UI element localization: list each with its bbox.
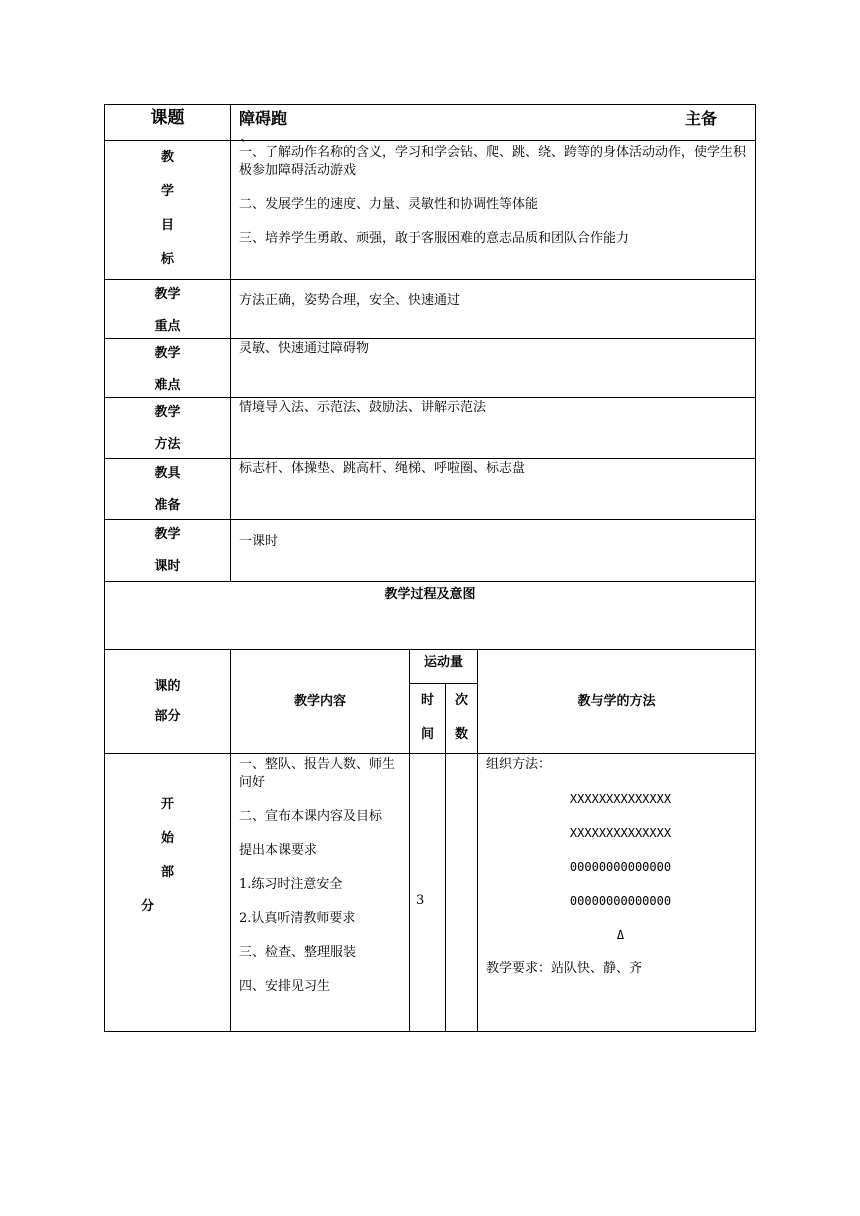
- periods-value: 一课时: [231, 520, 756, 582]
- content-item: 一、整队、报告人数、师生问好: [239, 757, 396, 790]
- objective-item: 二、发展学生的速度、力量、灵敏性和协调性等体能: [239, 197, 539, 212]
- objective-item: 一、了解动作名称的含义，学习和学会钻、爬、跳、绕、跨等的身体活动动作，使学生积极参加障碍活动游戏: [239, 145, 747, 178]
- objectives-label: [105, 141, 231, 280]
- preparer-label: 主备: [685, 109, 718, 128]
- formation-line: 00000000000000: [569, 894, 672, 908]
- equipment-value: 标志杆、体操垫、跳高杆、绳梯、呼啦圈、标志盘: [231, 459, 756, 520]
- content-item: 提出本课要求: [239, 843, 318, 858]
- difficulty-row: [105, 339, 756, 398]
- method-value: 情境导入法、示范法、鼓励法、讲解示范法: [231, 398, 756, 459]
- title-row: [105, 105, 756, 141]
- count-header: 次 数: [446, 684, 478, 754]
- lesson-plan-table: [104, 104, 756, 1032]
- content-header: 教学内容: [231, 650, 410, 754]
- formation-line: XXXXXXXXXXXXXX: [569, 792, 672, 806]
- objective-item: 三、培养学生勇敢、顽强，敢于客服困难的意志品质和团队合作能力: [239, 231, 630, 246]
- content-item: 四、安排见习生: [239, 979, 331, 994]
- objectives-label-char: 学: [160, 184, 174, 199]
- difficulty-value: 灵敏、快速通过障碍物: [231, 339, 756, 398]
- objectives-row: [105, 141, 756, 280]
- teacher-marker: Δ: [616, 928, 625, 942]
- key-points-row: [105, 280, 756, 339]
- start-time: 3: [410, 754, 446, 1032]
- start-content: [231, 754, 410, 1032]
- start-method: [478, 754, 756, 1032]
- formation-line: XXXXXXXXXXXXXX: [569, 826, 672, 840]
- formation-line: 00000000000000: [569, 860, 672, 874]
- objectives-label-char: 教: [160, 150, 174, 165]
- title-label: 课题: [105, 105, 231, 141]
- objectives-content: [231, 141, 756, 280]
- content-item: 1.练习时注意安全: [239, 877, 343, 892]
- title-cell: [231, 105, 756, 144]
- org-label: 组织方法：: [486, 757, 552, 772]
- process-title-row: [105, 582, 756, 650]
- time-header: 时 间: [410, 684, 446, 754]
- equipment-label: 教具 准备: [105, 459, 231, 520]
- start-part-label: 开 始 部 分: [105, 754, 231, 1032]
- method-row: [105, 398, 756, 459]
- formation-diagram: [486, 790, 755, 944]
- content-item: 2.认真听清教师要求: [239, 911, 356, 926]
- periods-row: [105, 520, 756, 582]
- method-label: 教学 方法: [105, 398, 231, 459]
- load-header: 运动量: [410, 650, 478, 684]
- objectives-label-char: 目: [160, 218, 174, 233]
- start-count: [446, 754, 478, 1032]
- periods-label: 教学 课时: [105, 520, 231, 582]
- key-points-label: 教学 重点: [105, 280, 231, 339]
- key-points-value: 方法正确，姿势合理，安全、快速通过: [231, 280, 756, 339]
- part-header: 课的 部分: [105, 650, 231, 754]
- process-title: 教学过程及意图: [105, 582, 756, 650]
- teaching-requirement: 教学要求：站队快、静、齐: [486, 961, 643, 976]
- difficulty-label: 教学 难点: [105, 339, 231, 398]
- start-section-row: [105, 754, 756, 1032]
- process-header-row: [105, 650, 756, 684]
- equipment-row: [105, 459, 756, 520]
- objectives-label-char: 标: [160, 252, 174, 267]
- title-mark: 、: [241, 133, 251, 144]
- method-header: 教与学的方法: [478, 650, 756, 754]
- lesson-title: 障碍跑: [239, 109, 288, 128]
- content-item: 三、检查、整理服装: [239, 945, 357, 960]
- content-item: 二、宣布本课内容及目标: [239, 809, 383, 824]
